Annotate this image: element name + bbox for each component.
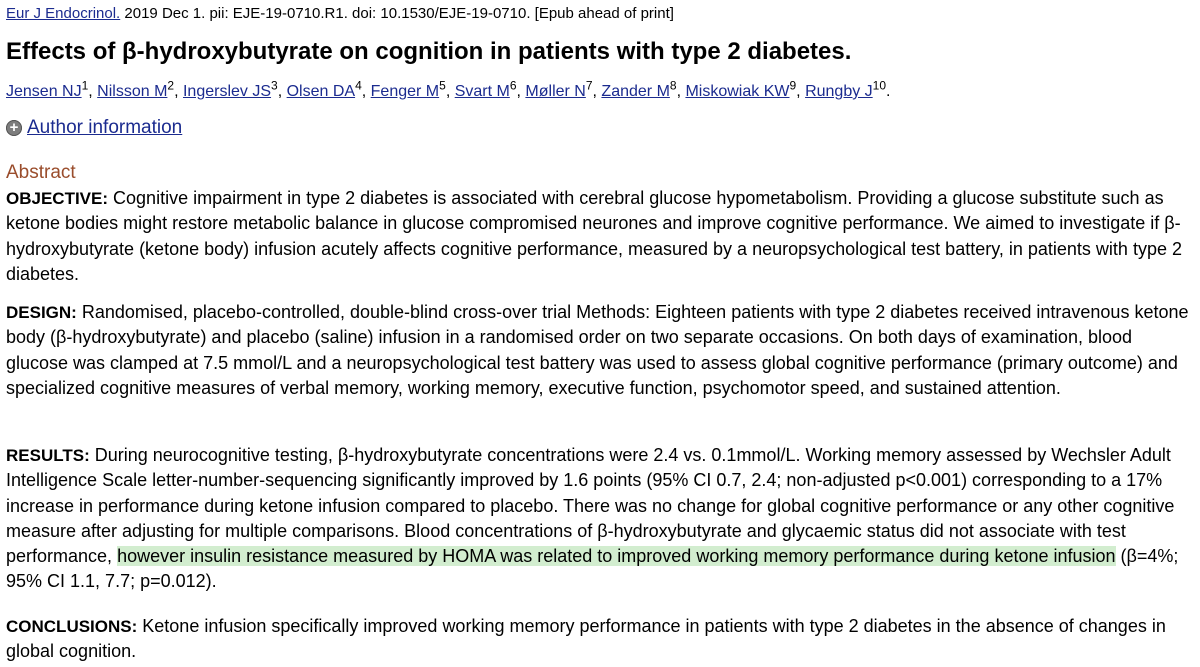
author-affiliation-number: 4 <box>355 78 362 93</box>
author-link[interactable]: Nilsson M <box>97 83 168 100</box>
author-information-toggle[interactable] <box>6 116 182 140</box>
abstract-heading: Abstract <box>6 162 76 183</box>
author-affiliation-number: 7 <box>585 78 593 93</box>
author-link[interactable]: Zander M <box>601 83 670 100</box>
author-affiliation-number: 6 <box>509 78 517 93</box>
author-link[interactable]: Jensen NJ <box>6 83 82 100</box>
author-link[interactable]: Olsen DA <box>286 83 356 100</box>
expand-plus-icon[interactable]: + <box>6 120 22 136</box>
citation-details: 2019 Dec 1. pii: EJE-19-0710.R1. doi: 10.1530/EJE-19-0710. [Epub ahead of print] <box>120 5 674 22</box>
author-link[interactable]: Miskowiak KW <box>685 83 790 100</box>
journal-link[interactable]: Eur J Endocrinol. <box>6 5 121 22</box>
author-affiliation-number: 9 <box>789 78 797 93</box>
design-text: Randomised, placebo-controlled, double-blind cross-over trial Methods: Eighteen patients with type 2 diabetes received intravenous ketone body (β-hydroxybutyrate) and placebo (saline) infusion in a randomised order on two separate occasions. On both days of examination, blood glucose was clamped at 7.5 mmol/L and a neuropsychological test battery was used to assess global cognitive performance (primary outcome) and specialized cognitive measures of verbal memory, working memory, executive function, psychomotor speed, and sustained attention. <box>6 302 1189 398</box>
author-link[interactable]: Møller N <box>525 83 586 100</box>
author-affiliation-number: 5 <box>439 78 446 93</box>
objective-paragraph <box>6 186 1196 287</box>
author-affiliation-number: 10 <box>872 78 887 93</box>
author-link[interactable]: Fenger M <box>370 83 440 100</box>
author-link[interactable]: Svart M <box>454 83 510 100</box>
conclusions-text: Ketone infusion specifically improved working memory performance in patients with type 2 diabetes in the absence of changes in global cognition. <box>6 616 1166 662</box>
citation-line <box>6 5 674 23</box>
design-paragraph <box>6 300 1196 401</box>
author-information-link[interactable]: Author information <box>27 117 183 138</box>
objective-text: Cognitive impairment in type 2 diabetes is associated with cerebral glucose hypometabolism. Providing a glucose substitute such as ketone bodies might restore metabolic balance in glucose compromised neurones and improve cognitive performance. We aimed to investigate if β-hydroxybutyrate (ketone body) infusion acutely affects cognitive performance, measured by a neuropsychological test battery, in patients with type 2 diabetes. <box>6 188 1182 284</box>
results-text: During neurocognitive testing, β-hydroxybutyrate concentrations were 2.4 vs. 0.1mmol/L. Working memory assessed by Wechsler Adult Intelligence Scale letter-number-sequencing significantly improved by 1.6 points (95% CI 0.7, 2.4; non-adjusted p<0.001) corresponding to a 17% increase in performance during ketone infusion compared to placebo. There was no change for global cognitive performance or any other cognitive measure after adjusting for multiple comparisons. Blood concentrations of β-hydroxybutyrate and glycaemic status did not associate with test performance, <box>6 445 1175 567</box>
author-affiliation-number: 1 <box>81 78 89 93</box>
results-text-end: (β=4%; 95% CI 1.1, 7.7; p=0.012). <box>6 546 1179 592</box>
conclusions-paragraph <box>6 614 1196 665</box>
objective-label: OBJECTIVE: <box>6 189 109 208</box>
conclusions-label: CONCLUSIONS: <box>6 617 138 636</box>
results-label: RESULTS: <box>6 446 90 465</box>
author-affiliation-number: 2 <box>167 78 175 93</box>
author-affiliation-number: 3 <box>271 78 278 93</box>
author-link[interactable]: Rungby J <box>805 83 873 100</box>
author-affiliation-number: 8 <box>669 78 677 93</box>
article-title: Effects of β-hydroxybutyrate on cognition in patients with type 2 diabetes. <box>6 38 852 65</box>
author-list: Jensen $NJ^1$, Nilsson $M^2$, Ingerslev $JS^3$, Olsen $DA^4$, Fenger $M^5$, Svart $M^6$, Møller $N^7$, Zander $M^8$, Miskowiak $KW^9$, Rungby $J^{10}$. <box>6 78 891 100</box>
design-label: DESIGN: <box>6 303 77 322</box>
results-paragraph <box>6 443 1196 595</box>
author-link[interactable]: Ingerslev JS <box>182 83 272 100</box>
highlighted-text: however insulin resistance measured by HOMA was related to improved working memory performance during ketone infusion <box>117 546 1116 567</box>
